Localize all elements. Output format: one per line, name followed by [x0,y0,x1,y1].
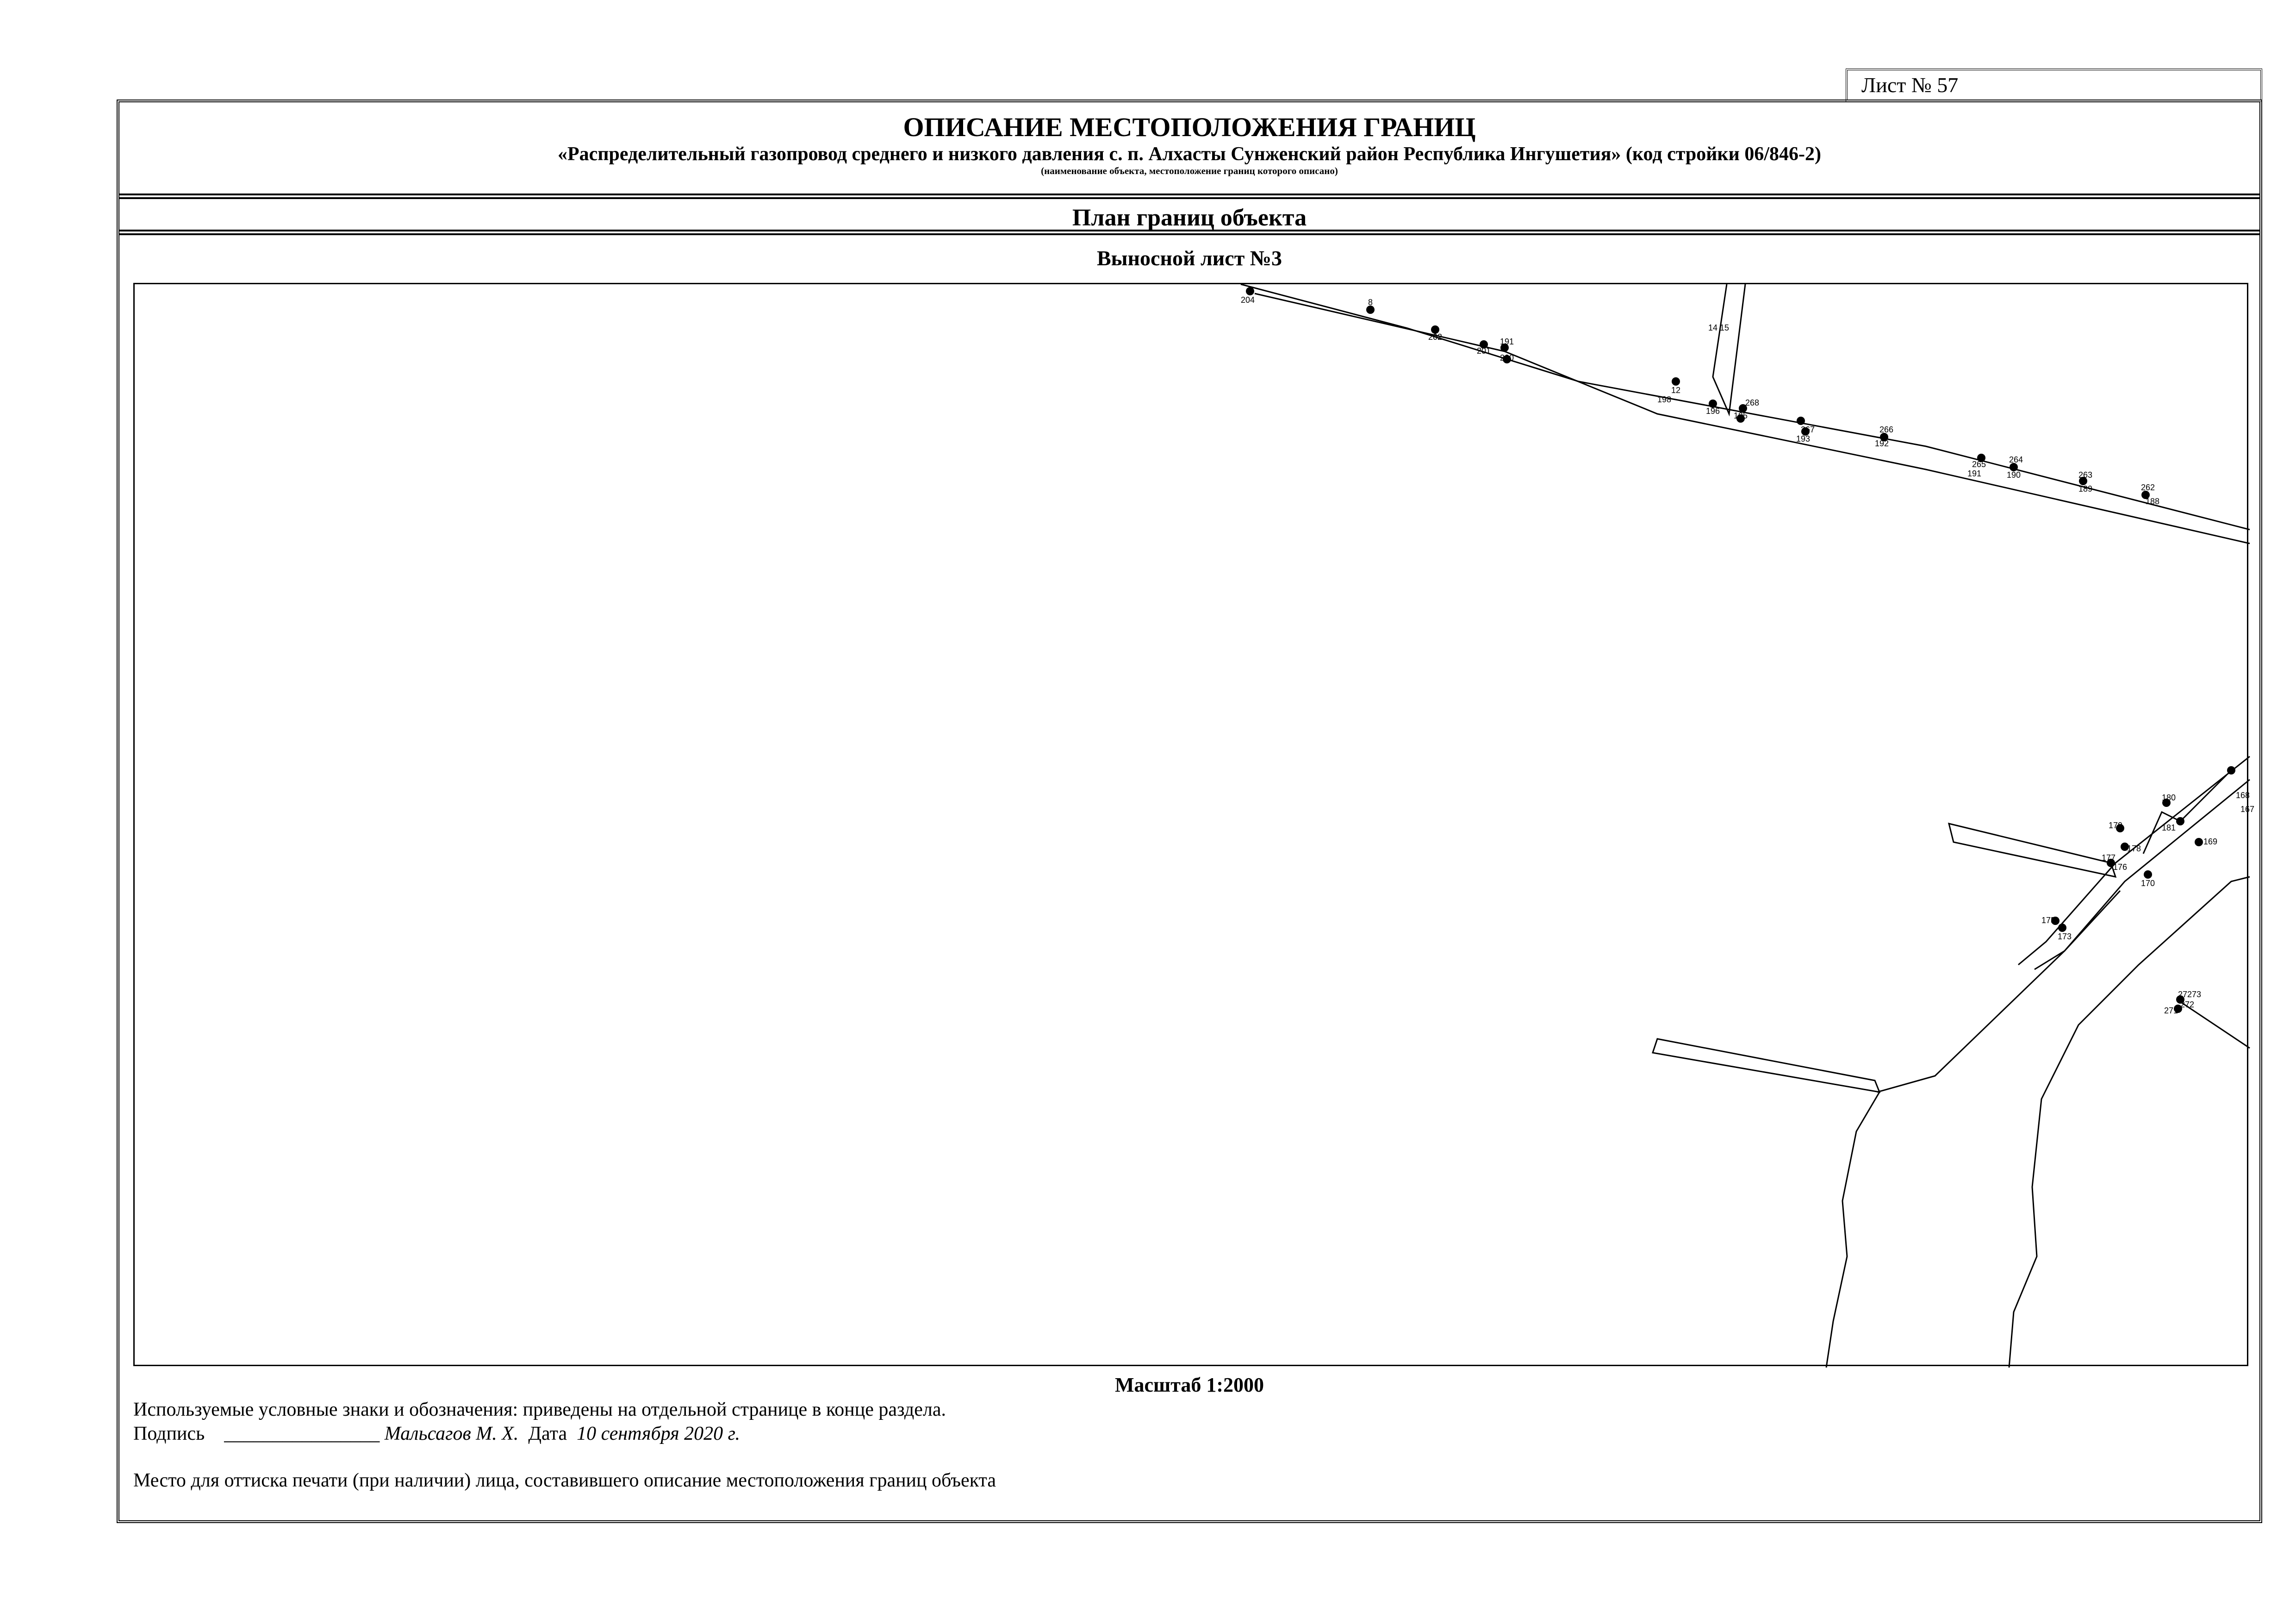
point-label: 272 [2180,1000,2195,1009]
point-label: 14 [1708,323,1718,332]
point-label: 202 [1428,332,1443,342]
point-label: 195 [1734,411,1748,420]
plan-subtitle: Выносной лист №3 [1096,246,1282,270]
point-label: 198 [1657,395,1672,404]
section-title: План границ объекта [1072,205,1307,231]
lower-branch-corridor [2018,756,2250,965]
point-label: 12 [1671,386,1681,395]
point-label: 264 [2009,455,2023,464]
point-204 [1246,287,1254,295]
point-label: 268 [1745,398,1760,407]
boundary-plan [133,283,2255,1366]
point-181 [2176,817,2184,825]
point-label: 192 [1875,439,1889,448]
point-label: 169 [2203,837,2218,846]
point-label: 190 [2007,470,2021,480]
road-west-edge [1877,891,2120,1092]
road-east-side [2009,877,2250,1368]
point-label: 176 [2113,862,2128,872]
point-label: 180 [2162,793,2176,802]
branch-corridor [1713,284,1745,414]
signer-name: Мальсагов М. Х. [384,1423,519,1444]
section-divider-inner [119,233,2259,235]
point-label: 267 [1801,425,1815,434]
point-label: 168 [2236,791,2250,800]
road-west-side [1826,1092,1879,1368]
point-label: 178 [2127,844,2141,853]
point-label: 188 [2146,497,2160,506]
point-label: 271 [2164,1006,2178,1015]
sheet-number-text: Лист № 57 [1861,73,1959,97]
point-label: 201 [1477,346,1491,356]
parcel-strip-upper [1949,824,2116,877]
section-divider [119,230,2259,231]
point-170 [2144,870,2152,879]
point-label: 191 [1967,469,1982,478]
point-label: 196 [1706,406,1720,416]
point-173 [2058,924,2066,932]
point-label: 170 [2141,879,2155,888]
point-label: 181 [2162,823,2176,832]
plan-drawing [135,284,2255,1368]
document-title: ОПИСАНИЕ МЕСТОПОЛОЖЕНИЯ ГРАНИЦ [903,112,1476,142]
point-label: 262 [2141,483,2155,492]
point-label: 177 [2102,853,2116,862]
point-label: 27273 [2178,990,2202,999]
point-168 [2227,766,2235,775]
point-label: 263 [2078,470,2093,480]
signature-line: ________________ [224,1423,380,1444]
signature-row [133,1423,740,1445]
point-label: 200 [1500,353,1514,362]
sheet-number [1846,69,2262,102]
boundary-points [1246,287,2235,1013]
pipeline-corridor-bottom [1255,294,2250,543]
point-label: 15 [1720,323,1730,332]
legend-note: Используемые условные знаки и обозначения: приведены на отдельной странице в конце раздела. [133,1399,946,1420]
date-label: Дата [528,1423,567,1444]
object-name: «Распределительный газопровод среднего и низкого давления с. п. Алхасты Сунженский район Республика Ингушетия» (код стройки 06/846-2) [558,144,1821,165]
point-label: 193 [1796,434,1811,443]
stamp-note: Место для оттиска печати (при наличии) лица, составившего описание местоположения границ объекта [133,1470,996,1491]
header-divider-inner [119,197,2259,199]
point-label: 189 [2078,484,2093,493]
point-12 [1672,377,1680,386]
point-label: 191 [1500,337,1514,346]
plan-scale: Масштаб 1:2000 [1114,1374,1264,1396]
object-caption: (наименование объекта, местоположение границ которого описано) [1041,165,1338,176]
point-label: 167 [2240,805,2255,814]
point-label: 266 [1879,425,1894,434]
point-label: 175 [2041,916,2056,925]
point-label: 179 [2109,821,2123,830]
header-divider [119,194,2259,195]
point-label: 265 [1972,460,1986,469]
point-label: 204 [1241,295,1255,305]
point-label: 8 [1368,298,1373,307]
parcel-strip-lower [1653,1039,1879,1092]
point-169 [2195,838,2203,846]
document-frame [117,100,2262,1523]
point-267 [1797,417,1805,425]
date-value: 10 сентября 2020 г. [577,1423,740,1444]
point-label: 173 [2058,932,2072,941]
signature-label: Подпись [133,1423,205,1444]
